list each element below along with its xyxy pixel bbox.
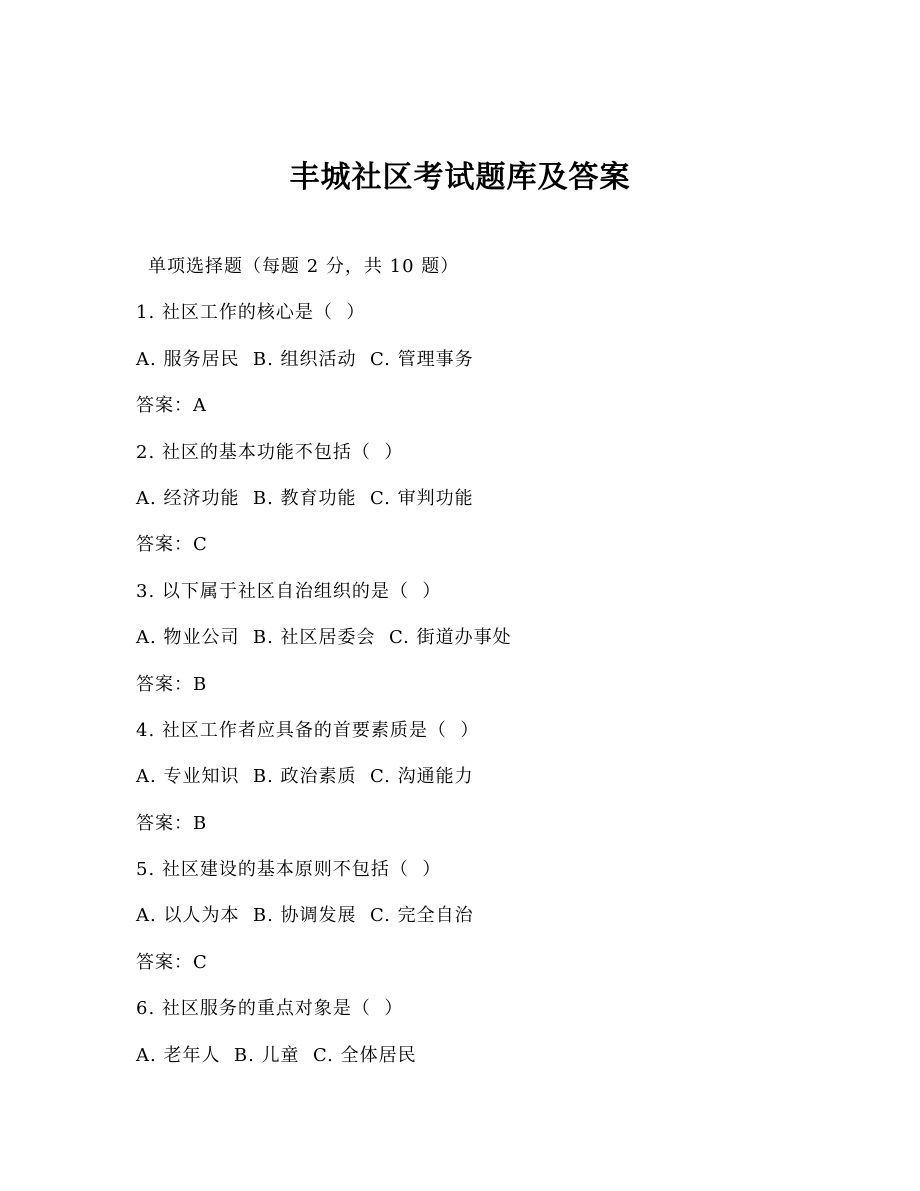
section-header: 单项选择题（每题 2 分，共 10 题） [148, 256, 460, 277]
question-2-options: A. 经济功能 B. 教育功能 C. 审判功能 [136, 487, 474, 509]
question-4-answer: 答案：B [136, 812, 208, 834]
question-1: 1. 社区工作的核心是（ ） [136, 302, 366, 324]
question-3-options: A. 物业公司 B. 社区居委会 C. 街道办事处 [136, 627, 512, 649]
question-4-options: A. 专业知识 B. 政治素质 C. 沟通能力 [136, 766, 474, 788]
document-body [136, 244, 836, 1079]
question-4: 4. 社区工作者应具备的首要素质是（ ） [136, 719, 480, 741]
question-2-answer: 答案：C [136, 534, 208, 556]
question-5: 5. 社区建设的基本原则不包括（ ） [136, 859, 442, 881]
question-1-options: A. 服务居民 B. 组织活动 C. 管理事务 [136, 348, 474, 370]
question-3: 3. 以下属于社区自治组织的是（ ） [136, 580, 442, 602]
document-title: 丰城社区考试题库及答案 [289, 160, 631, 195]
question-2: 2. 社区的基本功能不包括（ ） [136, 441, 404, 463]
question-5-answer: 答案：C [136, 951, 208, 973]
question-6-options: A. 老年人 B. 儿童 C. 全体居民 [136, 1044, 417, 1066]
question-6: 6. 社区服务的重点对象是（ ） [136, 998, 404, 1020]
question-1-answer: 答案：A [136, 395, 207, 417]
question-5-options: A. 以人为本 B. 协调发展 C. 完全自治 [136, 905, 474, 927]
question-3-answer: 答案：B [136, 673, 208, 695]
